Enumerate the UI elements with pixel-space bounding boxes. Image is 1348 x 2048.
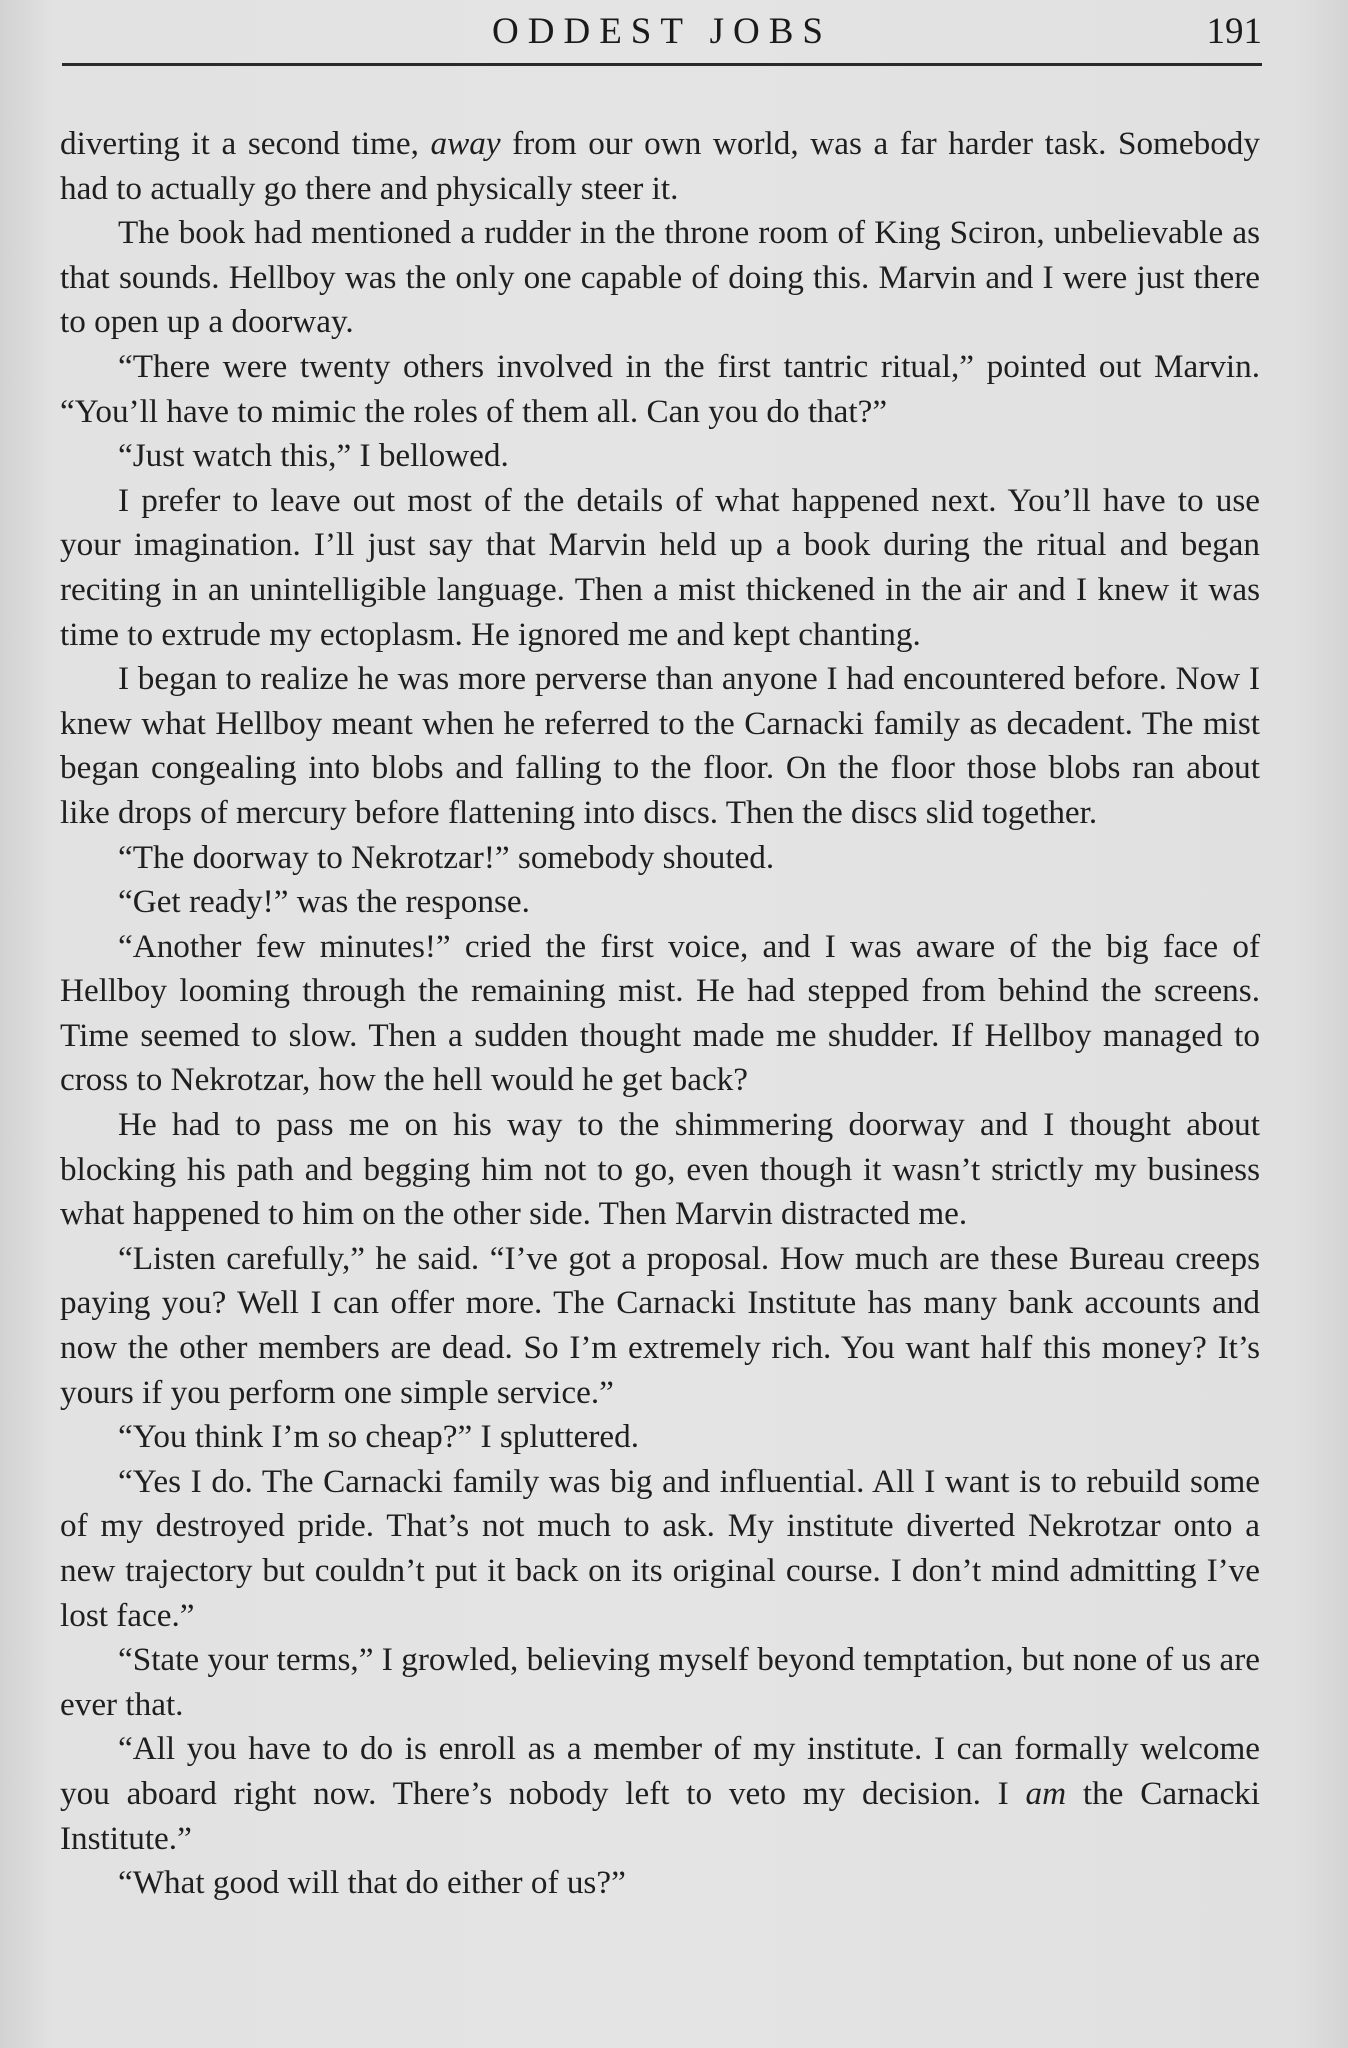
- paragraph: [60, 1727, 1260, 1861]
- text-run: The book had mentioned a rudder in the throne room of King Sciron, unbelievable as that sounds. Hellboy was the only one capable of doing this. Marvin and I were just there to open up a doorway.: [60, 214, 1260, 341]
- emphasis-text: am: [1025, 1774, 1067, 1812]
- text-run: “Listen carefully,” he said. “I’ve got a proposal. How much are these Bureau creeps paying you? Well I can offer more. The Carnacki Institute has many bank accounts and now the other members are dead. So I’m extremely rich. You want half this money? It’s yours if you perform one simple service.”: [60, 1239, 1260, 1411]
- paragraph: [60, 836, 1260, 881]
- paragraph: [60, 1103, 1260, 1237]
- paragraph: [60, 211, 1260, 345]
- text-run: diverting it a second time,: [60, 125, 431, 162]
- text-run: “Get ready!” was the response.: [118, 883, 530, 921]
- text-run: “What good will that do either of us?”: [118, 1864, 626, 1902]
- text-run: He had to pass me on his way to the shimmering doorway and I thought about blocking his path and begging him not to go, even though it wasn’t strictly my business what happened to him on the other side. Then Marvin distracted me.: [60, 1106, 1260, 1233]
- text-run: “The doorway to Nekrotzar!” somebody shouted.: [118, 838, 775, 876]
- paragraph: [60, 657, 1260, 835]
- header-rule: [62, 63, 1262, 66]
- paragraph: [60, 479, 1260, 657]
- page-number: 191: [1206, 11, 1262, 52]
- body-text: [60, 122, 1260, 1906]
- text-run: I began to realize he was more perverse than anyone I had encountered before. Now I knew what Hellboy meant when he referred to the Carnacki family as decadent. The mist began congealing into blobs and falling to the floor. On the floor those blobs ran about like drops of mercury before flattening into discs. Then the discs slid together.: [60, 660, 1260, 831]
- paragraph: [60, 1460, 1260, 1638]
- paragraph: [60, 880, 1260, 925]
- text-run: the Carnacki Institute.”: [60, 1774, 1260, 1857]
- paragraph: [60, 925, 1260, 1103]
- text-run: “You think I’m so cheap?” I spluttered.: [118, 1418, 640, 1456]
- emphasis-text: away: [430, 125, 501, 162]
- paragraph: [60, 345, 1260, 434]
- running-head: [62, 4, 1262, 66]
- text-run: I prefer to leave out most of the details of what happened next. You’ll have to use your imagination. I’ll just say that Marvin held up a book during the ritual and began reciting in an unintelligible language. Then a mist thickened in the air and I knew it was time to extrude my ectoplasm. He ignored me and kept chanting.: [60, 481, 1260, 653]
- text-run: “Yes I do. The Carnacki family was big and influential. All I want is to rebuild some of my destroyed pride. That’s not much to ask. My institute diverted Nekrotzar onto a new trajectory but couldn’t put it back on its original course. I don’t mind admitting I’ve lost face.”: [60, 1462, 1260, 1634]
- text-run: “State your terms,” I growled, believing myself beyond temptation, but none of us are ever that.: [60, 1641, 1260, 1723]
- paragraph: [60, 1638, 1260, 1727]
- running-head-title: ODDEST JOBS: [492, 11, 832, 52]
- paragraph: [60, 434, 1260, 479]
- paragraph: [60, 1415, 1260, 1460]
- text-run: from our own world, was a far harder task. Somebody had to actually go there and physically steer it.: [60, 125, 1260, 207]
- text-run: “Another few minutes!” cried the first voice, and I was aware of the big face of Hellboy looming through the remaining mist. He had stepped from behind the screens. Time seemed to slow. Then a sudden thought made me shudder. If Hellboy managed to cross to Nekrotzar, how the hell would he get back?: [60, 927, 1260, 1099]
- text-run: “Just watch this,” I bellowed.: [118, 437, 509, 475]
- text-run: “All you have to do is enroll as a member of my institute. I can formally welcome you aboard right now. There’s nobody left to veto my decision. I: [60, 1730, 1260, 1812]
- paragraph: [60, 1861, 1260, 1906]
- paragraph: [60, 1237, 1260, 1415]
- paragraph: [60, 122, 1260, 211]
- text-run: “There were twenty others involved in the first tantric ritual,” pointed out Marvin. “You’ll have to mimic the roles of them all. Can you do that?”: [60, 347, 1260, 430]
